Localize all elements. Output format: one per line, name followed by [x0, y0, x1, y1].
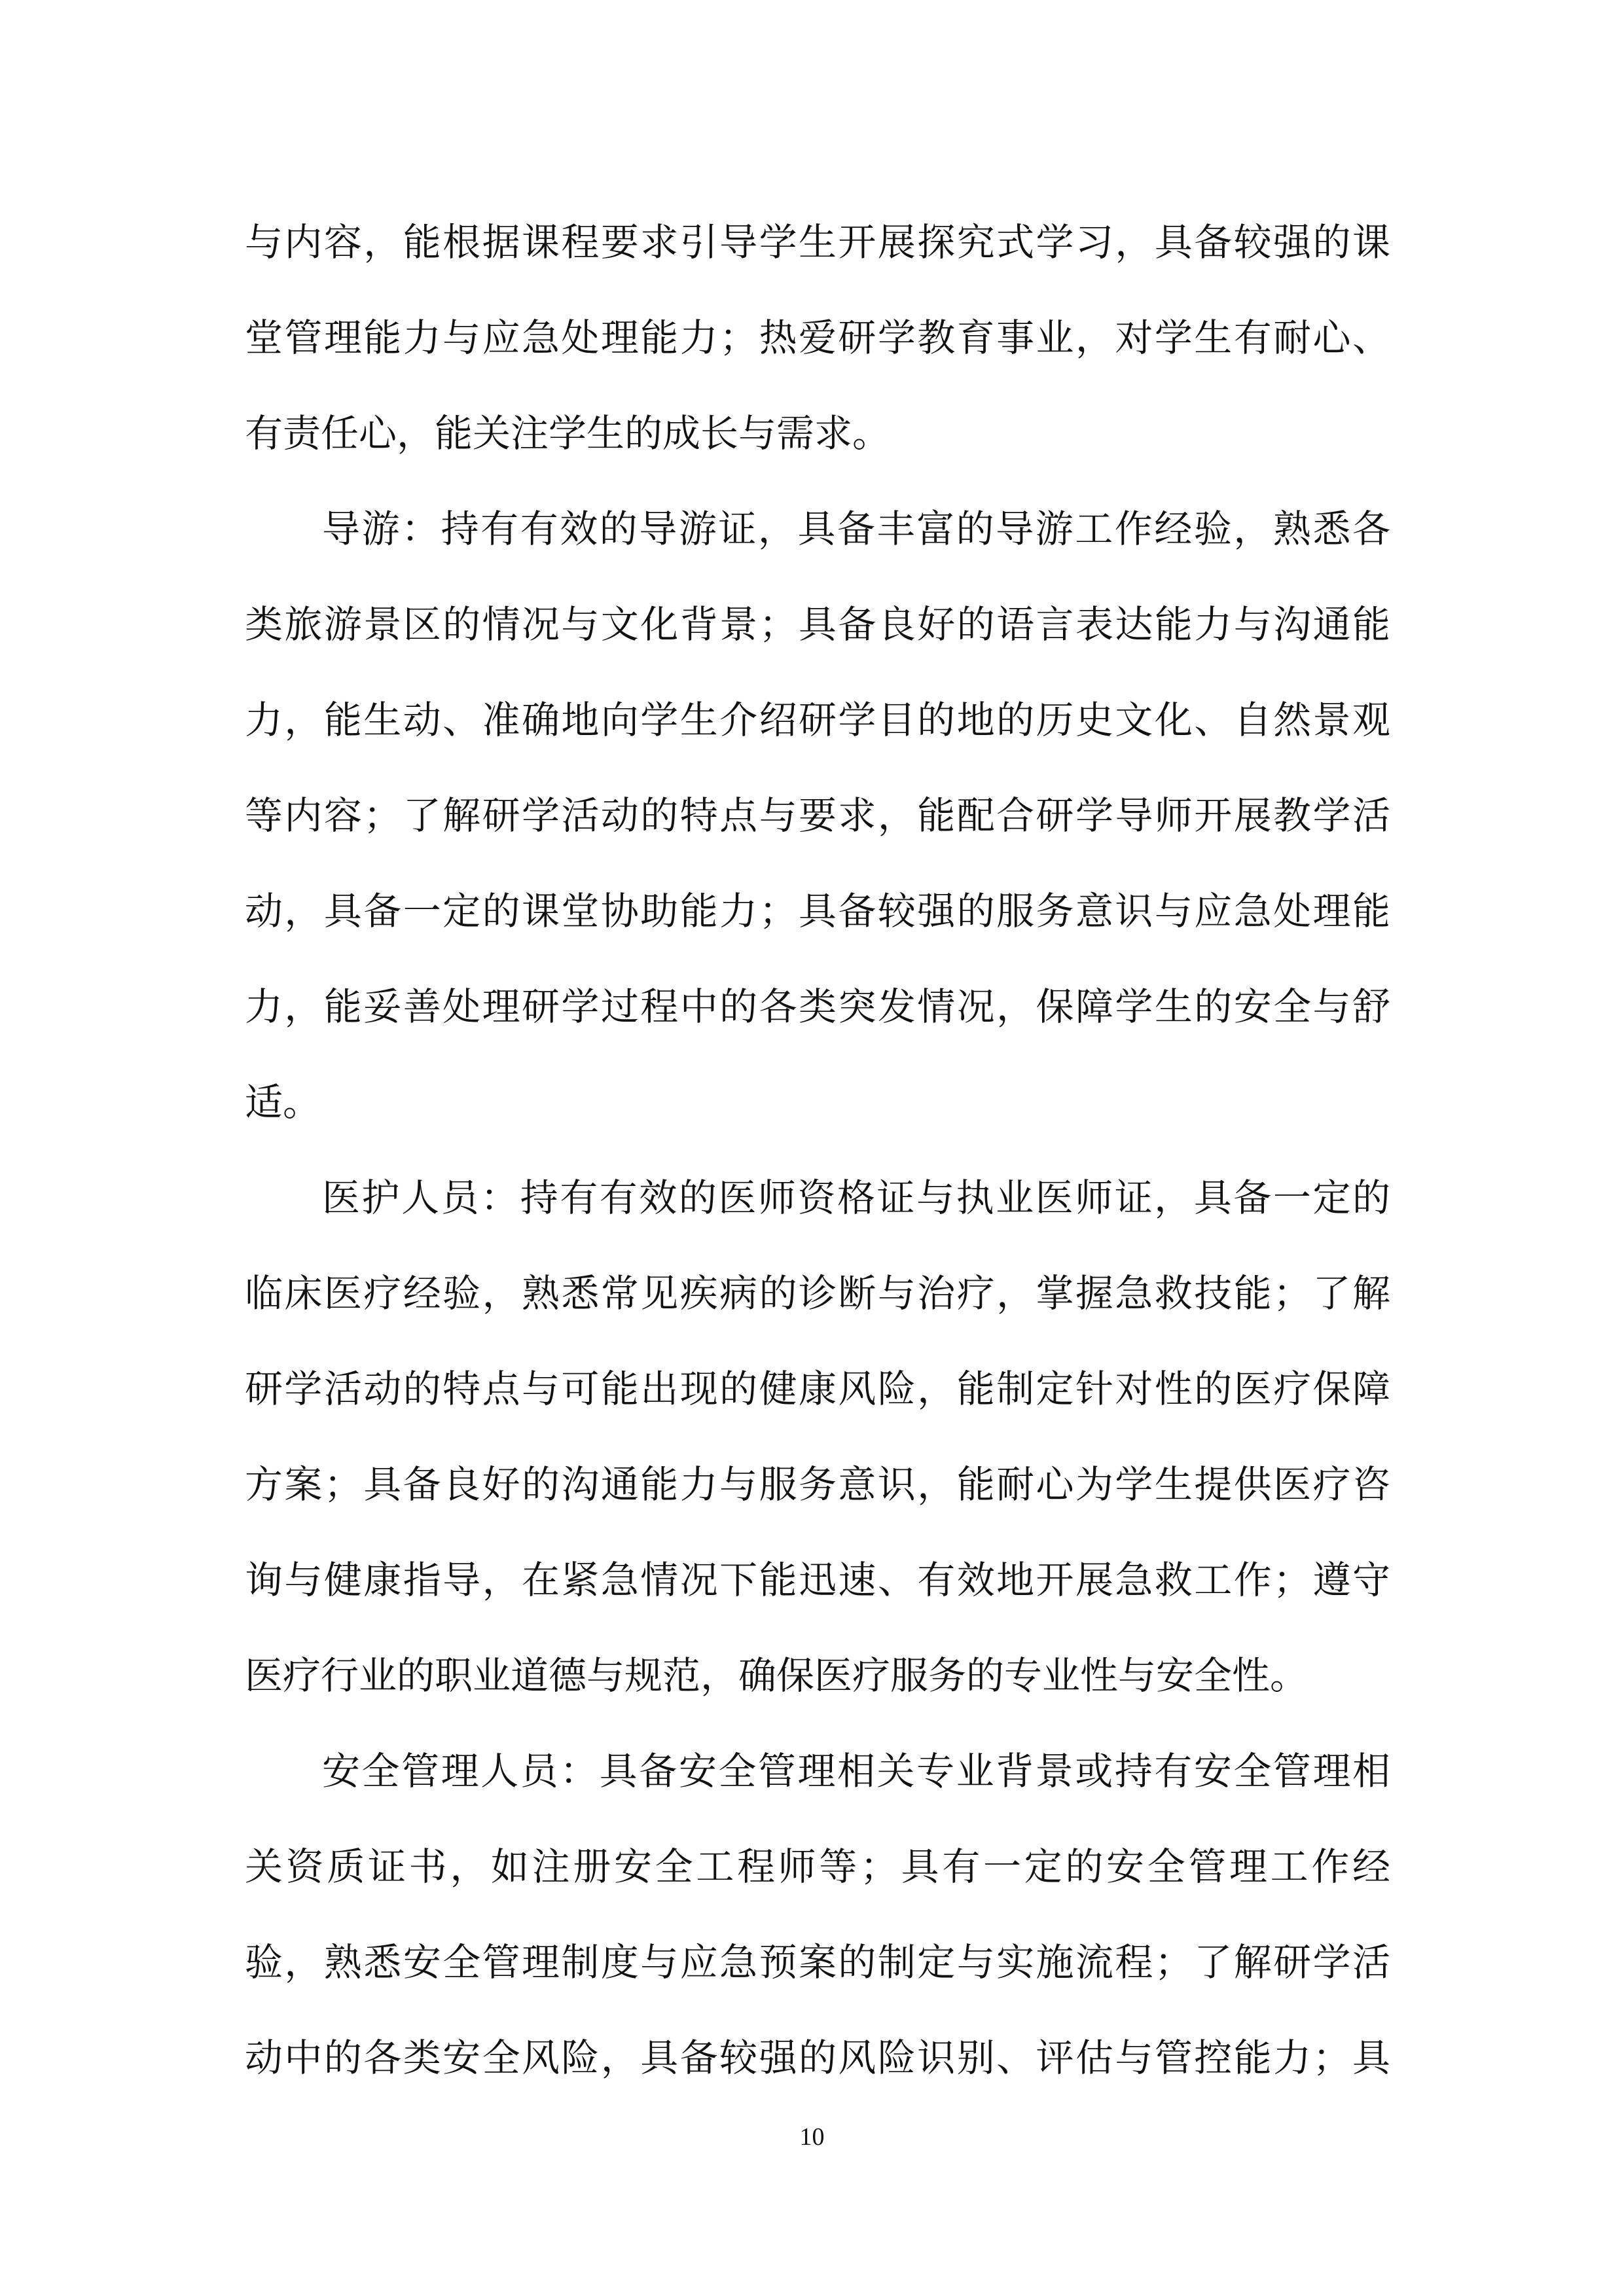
paragraph-line: 力，能生动、准确地向学生介绍研学目的地的历史文化、自然景观 [245, 698, 1390, 742]
paragraph-line: 医疗行业的职业道德与规范，确保医疗服务的专业性与安全性。 [245, 1653, 1308, 1698]
paragraph-line: 询与健康指导，在紧急情况下能迅速、有效地开展急救工作；遵守 [245, 1558, 1390, 1602]
paragraph-line: 医护人员：持有有效的医师资格证与执业医师证，具备一定的 [322, 1175, 1390, 1220]
paragraph-line: 关资质证书，如注册安全工程师等；具有一定的安全管理工作经 [245, 1844, 1390, 1889]
paragraph-line: 安全管理人员：具备安全管理相关专业背景或持有安全管理相 [322, 1749, 1390, 1793]
paragraph-line: 临床医疗经验，熟悉常见疾病的诊断与治疗，掌握急救技能；了解 [245, 1271, 1390, 1316]
paragraph-line: 导游：持有有效的导游证，具备丰富的导游工作经验，熟悉各 [322, 507, 1390, 551]
paragraph-line: 有责任心，能关注学生的成长与需求。 [245, 411, 891, 456]
paragraph-line: 研学活动的特点与可能出现的健康风险，能制定针对性的医疗保障 [245, 1367, 1390, 1411]
paragraph-line: 验，熟悉安全管理制度与应急预案的制定与实施流程；了解研学活 [245, 1940, 1390, 1984]
paragraph-line: 堂管理能力与应急处理能力；热爱研学教育事业，对学生有耐心、 [245, 315, 1390, 360]
paragraph-line: 力，能妥善处理研学过程中的各类突发情况，保障学生的安全与舒 [245, 984, 1390, 1029]
paragraph-line: 等内容；了解研学活动的特点与要求，能配合研学导师开展教学活 [245, 793, 1390, 838]
paragraph-line: 动，具备一定的课堂协助能力；具备较强的服务意识与应急处理能 [245, 889, 1390, 933]
paragraph-line: 与内容，能根据课程要求引导学生开展探究式学习，具备较强的课 [245, 220, 1390, 264]
paragraph-line: 动中的各类安全风险，具备较强的风险识别、评估与管控能力；具 [245, 2036, 1390, 2080]
paragraph-line: 类旅游景区的情况与文化背景；具备良好的语言表达能力与沟通能 [245, 602, 1390, 647]
paragraph-line: 适。 [245, 1080, 321, 1124]
page-number: 10 [799, 2123, 825, 2151]
paragraph-line: 方案；具备良好的沟通能力与服务意识，能耐心为学生提供医疗咨 [245, 1462, 1390, 1507]
